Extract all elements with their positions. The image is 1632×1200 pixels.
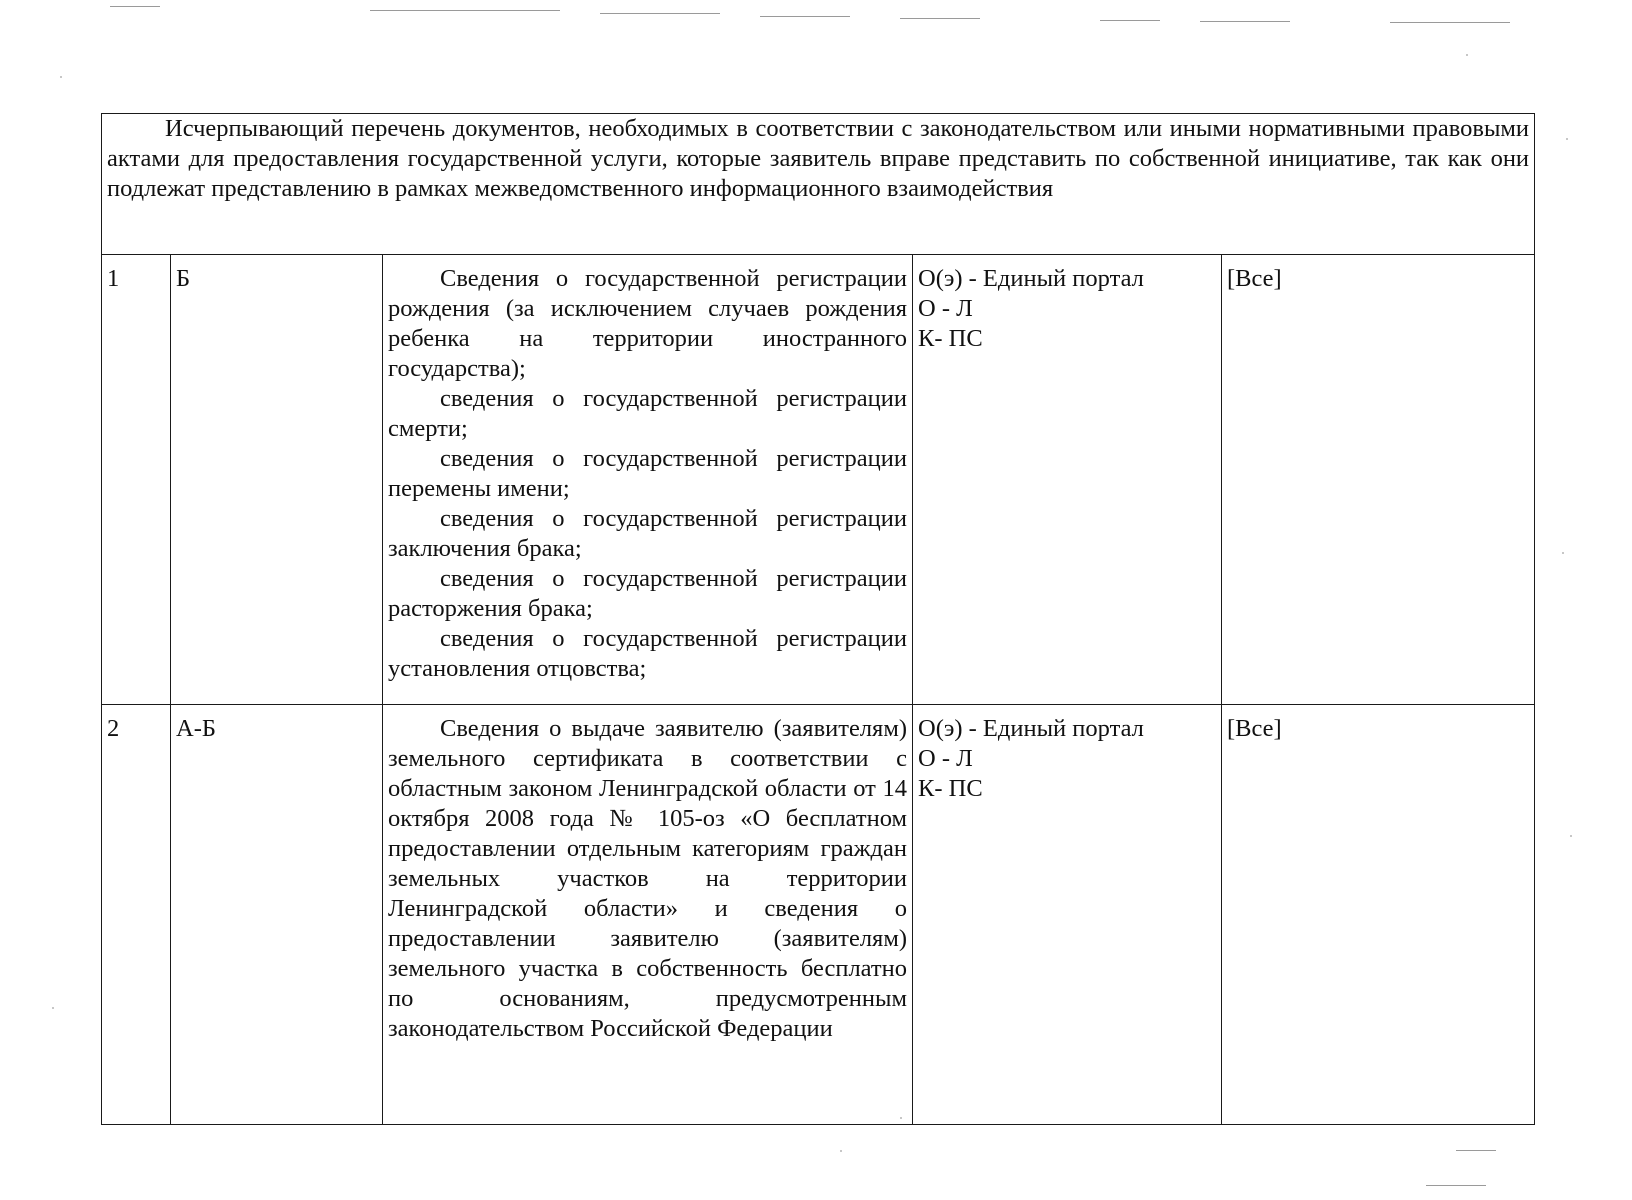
description-paragraph: сведения о государственной регистрации перемены имени; [388, 445, 907, 502]
document-description [383, 255, 913, 705]
table-row [102, 255, 1535, 705]
scan-artifact-line [1426, 1185, 1486, 1186]
scan-speck [1562, 552, 1564, 554]
submission-methods [913, 705, 1222, 1125]
scan-artifact-line [1456, 1150, 1496, 1151]
row-number: 1 [102, 255, 171, 705]
scope-value: [Все] [1222, 705, 1535, 1125]
submission-method: О(э) - Единый портал [918, 715, 1144, 742]
scan-artifact-line [370, 10, 560, 11]
description-paragraph: Сведения о государственной регистрации рождения (за исключением случаев рождения ребенка на территории иностранного государства); [388, 265, 907, 382]
scan-artifact-line [760, 16, 850, 17]
submission-method: О - Л [918, 295, 973, 322]
submission-method: К- ПС [918, 325, 983, 352]
table-header-row [102, 114, 1535, 255]
scope-value: [Все] [1222, 255, 1535, 705]
scan-artifact-line [1390, 22, 1510, 23]
scan-speck [840, 1150, 842, 1152]
submission-method: О(э) - Единый портал [918, 265, 1144, 292]
scan-speck [1566, 138, 1568, 140]
table-header-cell [102, 114, 1535, 255]
description-paragraph: сведения о государственной регистрации установления отцовства; [388, 625, 907, 682]
applicant-category: А-Б [171, 705, 383, 1125]
description-paragraph: сведения о государственной регистрации расторжения брака; [388, 565, 907, 622]
scan-artifact-line [110, 6, 160, 7]
scan-artifact-line [600, 13, 720, 14]
submission-method: К- ПС [918, 775, 983, 802]
submission-methods [913, 255, 1222, 705]
table-header-text: Исчерпывающий перечень документов, необходимых в соответствии с законодательством или иными нормативными правовыми актами для предоставления государственной услуги, которые заявитель вправе представить по собственной инициативе, так как они подлежат представлению в рамках межведомственного информационного взаимодействия [107, 115, 1530, 202]
scan-speck [1466, 54, 1468, 56]
scan-artifact-line [1200, 21, 1290, 22]
scan-artifact-line [1100, 20, 1160, 21]
applicant-category: Б [171, 255, 383, 705]
submission-method: О - Л [918, 745, 973, 772]
scan-speck [1570, 835, 1572, 837]
document-description [383, 705, 913, 1125]
table-row [102, 705, 1535, 1125]
description-paragraph: Сведения о выдаче заявителю (заявителям) земельного сертификата в соответствии с областным законом Ленинградской области от 14 октября 2008 года № 105-оз «О бесплатном предоставлении отдельным категориям граждан земельных участков на территории Ленинградской области» и сведения о предоставлении заявителю (заявителям) земельного участка в собственность бесплатно по основаниям, предусмотренным законодательством Российской Федерации [388, 715, 907, 1042]
description-paragraph: сведения о государственной регистрации смерти; [388, 385, 907, 442]
scan-speck [60, 76, 62, 78]
scan-speck [52, 1007, 54, 1009]
documents-table [101, 113, 1535, 1125]
description-paragraph: сведения о государственной регистрации заключения брака; [388, 505, 907, 562]
scan-artifact-line [900, 18, 980, 19]
row-number: 2 [102, 705, 171, 1125]
